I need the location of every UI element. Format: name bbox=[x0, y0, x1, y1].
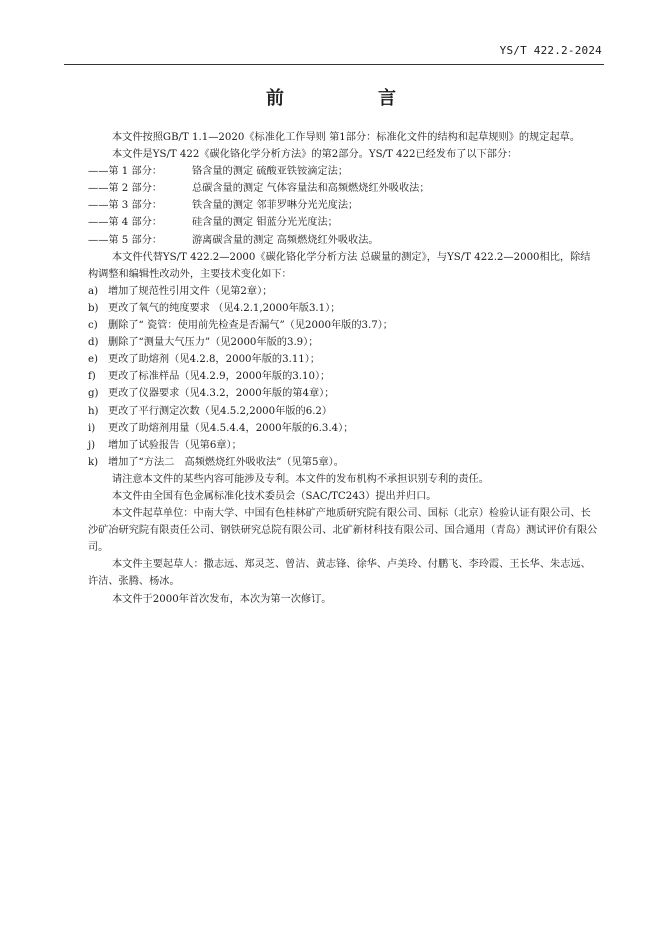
change-item: k) 增加了“方法二 高频燃烧红外吸收法”（见第5章）。 bbox=[88, 456, 344, 468]
change-item: i) 更改了助熔剂用量（见4.5.4.4，2000年版的6.3.4）； bbox=[88, 422, 354, 434]
changes-list bbox=[88, 283, 600, 471]
change-item: h) 更改了平行测定次数（见4.5.2,2000年版的6.2） bbox=[88, 405, 333, 417]
paragraph-drafting-basis: 本文件按照GB/T 1.1—2020《标准化工作导则 第1部分：标准化文件的结构和起草规则》的规定起草。 bbox=[112, 132, 581, 143]
change-item: a) 增加了规范性引用文件（见第2章）； bbox=[88, 285, 273, 297]
change-item: f) 更改了标准样品（见4.2.9，2000年版的3.10）； bbox=[88, 371, 331, 383]
part-item: ——第 5 部分： 游离碳含量的测定 高频燃烧红外吸收法。 bbox=[88, 234, 379, 246]
page-title: 前 言 bbox=[266, 88, 434, 109]
parts-list bbox=[88, 163, 600, 248]
change-item: e) 更改了助熔剂（见4.2.8，2000年版的3.11）； bbox=[88, 354, 321, 366]
part-item: ——第 1 部分： 铬含量的测定 硫酸亚铁铵滴定法； bbox=[88, 166, 349, 178]
part-item: ——第 4 部分： 硅含量的测定 钼蓝分光光度法； bbox=[88, 217, 338, 229]
paragraph-replacement: 本文件代替YS/T 422.2—2000《碳化铬化学分析方法 总碳量的测定》，与YS/T 422.2—2000相比，除结构调整和编辑性改动外，主要技术变化如下： bbox=[88, 251, 591, 280]
paragraph-patent-notice: 请注意本文件的某些内容可能涉及专利。本文件的发布机构不承担识别专利的责任。 bbox=[112, 473, 489, 485]
paragraph-publication-history: 本文件于2000年首次发布，本次为第一次修订。 bbox=[112, 593, 332, 605]
document-body bbox=[88, 129, 600, 608]
change-item: b) 更改了氧气的纯度要求 （见4.2.1,2000年版3.1）； bbox=[88, 302, 341, 314]
change-item: j) 增加了试验报告（见第6章）； bbox=[88, 439, 242, 451]
change-item: g) 更改了仪器要求（见4.3.2，2000年版的第4章）； bbox=[88, 388, 335, 400]
paragraph-drafting-units: 本文件起草单位：中南大学、中国有色桂林矿产地质研究院有限公司、国标（北京）检验认证有限公司、长沙矿冶研究院有限责任公司、钢铁研究总院有限公司、北矿新材科技有限公司、国合通用（青岛）测试评价有限公司。 bbox=[88, 508, 598, 554]
header-rule bbox=[64, 64, 604, 65]
standard-code: YS/T 422.2-2024 bbox=[499, 44, 602, 57]
paragraph-committee: 本文件由全国有色金属标准化技术委员会（SAC/TC243）提出并归口。 bbox=[112, 490, 437, 502]
part-item: ——第 2 部分： 总碳含量的测定 气体容量法和高频燃烧红外吸收法； bbox=[88, 183, 430, 195]
paragraph-part-intro: 本文件是YS/T 422《碳化铬化学分析方法》的第2部分。YS/T 422已经发布了以下部分： bbox=[112, 149, 518, 161]
part-item: ——第 3 部分： 铁含量的测定 邻菲罗啉分光光度法； bbox=[88, 200, 359, 212]
change-item: d) 删除了“测量大气压力”（见2000年版的3.9）； bbox=[88, 337, 319, 349]
change-item: c) 删除了“ 瓷管：使用前先检查是否漏气”（见2000年版的3.7）； bbox=[88, 320, 393, 332]
paragraph-drafters: 本文件主要起草人：撒志远、郑灵芝、曾洁、黄志锋、徐华、卢美玲、付鹏飞、李玲霞、王长华、朱志远、许洁、张腾、杨冰。 bbox=[88, 559, 591, 588]
